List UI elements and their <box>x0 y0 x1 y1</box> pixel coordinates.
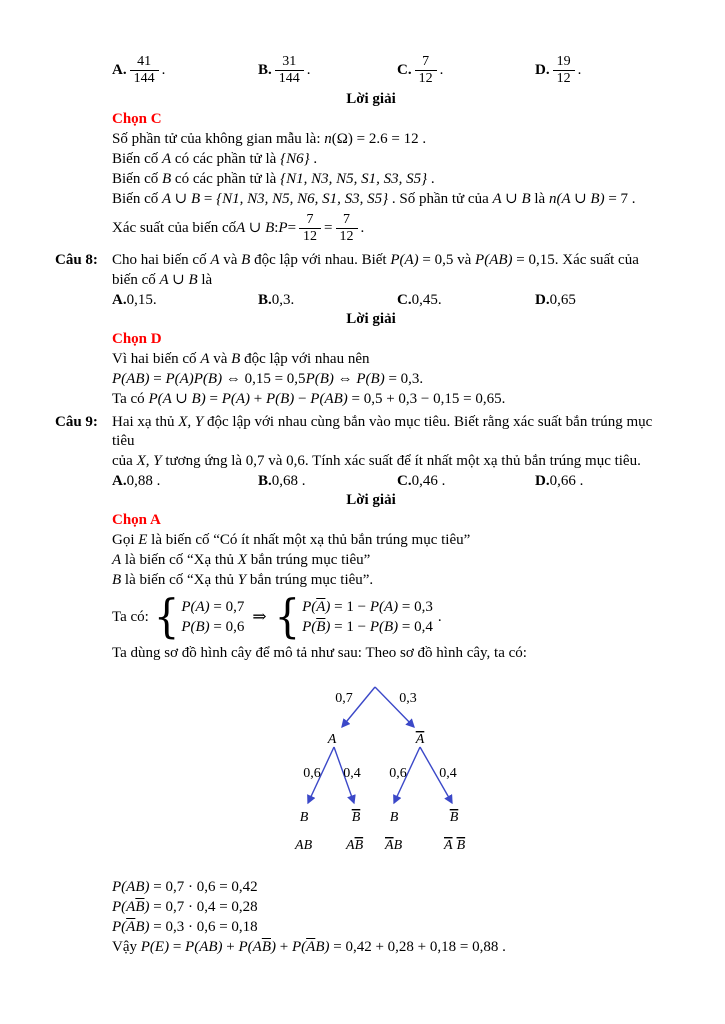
solution-line: Ta có P(A ∪ B) = P(A) + P(B) − P(AB) = 0,5 + 0,3 − 0,15 = 0,65. <box>112 391 506 407</box>
system-line: P(A) = 0,7 <box>181 599 245 615</box>
branch-prob-y-miss: 0,4 <box>343 766 361 781</box>
question-9-stem: của X, Y tương ứng là 0,7 và 0,6. Tính xác suất để ít nhất một xạ thủ bắn trúng mục tiêu. <box>112 453 641 469</box>
solution-line: Số phần tử của không gian mẫu là: n(Ω) = 2.6 = 12 . <box>112 131 427 147</box>
question-8-options <box>112 291 670 310</box>
option-a: A. 0,15. <box>112 292 157 308</box>
probability-calculations <box>112 878 670 957</box>
branch-prob-y-hit: 0,6 <box>389 766 407 781</box>
solution-heading: Lời giải <box>346 492 396 508</box>
option-a: A. 0,88 . <box>112 473 161 489</box>
solution-heading: Lời giải <box>346 91 396 107</box>
solution-line: Ta dùng sơ đồ hình cây để mô tả như sau: Theo sơ đồ hình cây, ta có: <box>112 645 527 661</box>
chosen-answer: Chọn D <box>112 331 162 347</box>
node-B-bar: B <box>351 810 361 825</box>
node-A-bar: A <box>415 732 425 747</box>
question-9-options <box>112 472 670 491</box>
branch-prob-y-hit: 0,6 <box>303 766 321 781</box>
question-8-stem: Cho hai biến cố A và B độc lập với nhau. Biết P(A) = 0,5 và P(AB) = 0,15. Xác suất của <box>112 252 639 268</box>
calc-line: Vậy $P(E) = P(AB) + P(A\overline{B}) + P(\overline{A}B) = 0,42 + 0,28 + 0,18 = 0,88$ . <box>112 939 506 955</box>
question-8-body <box>112 251 670 410</box>
solution-line: Biến cố A ∪ B = {N1, N3, N5, N6, S1, S3, S5} . Số phần tử của A ∪ B là n(A ∪ B) = 7 . <box>112 191 636 207</box>
question-7-options <box>112 53 670 87</box>
option-c: C. 0,46 . <box>397 473 446 489</box>
question-7-label-spacer <box>55 53 112 248</box>
chosen-answer: Chọn C <box>112 111 162 127</box>
tree-labels <box>294 691 466 853</box>
branch-prob-x-hit: 0,7 <box>335 691 353 706</box>
option-d: D. 0,66 . <box>535 473 584 489</box>
system-left-cases <box>153 590 245 644</box>
node-B: B <box>389 810 399 825</box>
left-brace: { <box>274 590 301 644</box>
question-8-stem: biến cố A ∪ B là <box>112 272 213 288</box>
equation-system <box>112 590 670 644</box>
system-line: $P(\overline{A}) = 1 - P(A) = 0,3$ <box>302 599 433 615</box>
option-b: B. 0,68 . <box>258 473 306 489</box>
solution-line: Vì hai biến cố A và B độc lập với nhau nên <box>112 351 370 367</box>
solution-line: Xác suất của biến cố A ∪ B : P = $\frac{7}{12}$ = $\frac{7}{12}$ . <box>112 211 365 244</box>
system-line: $P(\overline{B}) = 1 - P(B) = 0,4$ <box>302 619 433 635</box>
question-8-number: Câu 8: <box>55 252 98 268</box>
calc-line: $P(A\overline{B}) = 0,7 \cdot 0,4 = 0,28$ <box>112 899 258 915</box>
calc-line: $P(\overline{A}B) = 0,3 \cdot 0,6 = 0,18$ <box>112 919 258 935</box>
node-B: B <box>299 810 309 825</box>
solution-line: A là biến cố “Xạ thủ X bắn trúng mục tiêu” <box>112 552 371 568</box>
implies-arrow: ⇒ <box>252 607 267 626</box>
question-8-section <box>55 251 670 410</box>
system-right-cases <box>274 590 433 644</box>
option-c: C. 0,45. <box>397 292 442 308</box>
question-9-number: Câu 9: <box>55 414 98 430</box>
branch-prob-x-miss: 0,3 <box>399 691 417 706</box>
solution-line: B là biến cố “Xạ thủ Y bắn trúng mục tiêu”. <box>112 572 374 588</box>
solution-heading: Lời giải <box>346 311 396 327</box>
option-b: B. $\frac{31}{144}$ . <box>258 53 311 86</box>
leaf-AbarBbar: A B <box>444 838 466 853</box>
tree-diagram-container <box>280 677 670 866</box>
system-line: P(B) = 0,6 <box>181 619 245 635</box>
solution-line: Gọi E là biến cố “Có ít nhất một xạ thủ bắn trúng mục tiêu” <box>112 532 471 548</box>
option-a: A. $\frac{41}{144}$ . <box>112 53 166 86</box>
solution-line: Biến cố A có các phần tử là {N6} . <box>112 151 318 167</box>
question-9-section <box>55 413 670 958</box>
system-period: . <box>437 608 442 625</box>
system-prefix: Ta có: <box>112 608 149 625</box>
option-c: C. $\frac{7}{12}$ . <box>397 53 444 86</box>
probability-tree-diagram <box>280 677 510 861</box>
option-d: D. $\frac{19}{12}$ . <box>535 53 582 86</box>
question-7-body <box>112 53 670 248</box>
question-7-section <box>55 53 670 248</box>
calc-line: P(AB) = 0,7 · 0,6 = 0,42 <box>112 879 258 895</box>
leaf-ABbar: AB <box>346 838 364 853</box>
question-9-stem: Hai xạ thủ X, Y độc lập với nhau cùng bắn vào mục tiêu. Biết rằng xác suất bắn trúng mục tiêu <box>112 414 653 449</box>
node-A: A <box>327 732 337 747</box>
solution-line: P(AB) = P(A)P(B) ⇔ 0,15 = 0,5P(B) ⇔ P(B) = 0,3. <box>112 371 424 387</box>
branch-prob-y-miss: 0,4 <box>439 766 457 781</box>
option-d: D. 0,65 <box>535 292 576 308</box>
node-B-bar: B <box>449 810 459 825</box>
solution-line: Biến cố B có các phần tử là {N1, N3, N5, S1, S3, S5} . <box>112 171 435 187</box>
leaf-AbarB: AB <box>385 838 403 853</box>
leaf-AB: AB <box>295 838 313 853</box>
left-brace: { <box>153 590 180 644</box>
option-b: B. 0,3. <box>258 292 295 308</box>
chosen-answer: Chọn A <box>112 512 161 528</box>
question-9-body <box>112 413 670 958</box>
